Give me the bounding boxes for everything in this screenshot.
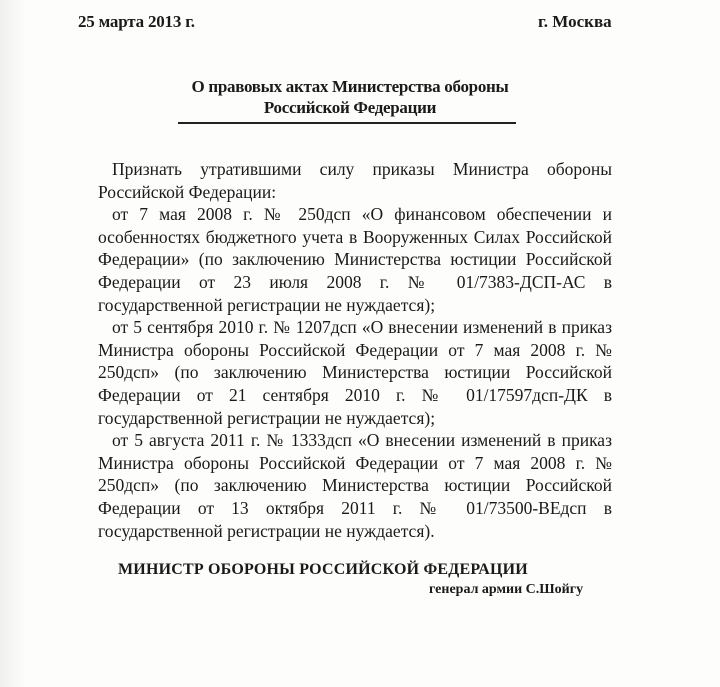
signature-position: МИНИСТР ОБОРОНЫ РОССИЙСКОЙ ФЕДЕРАЦИИ <box>118 561 528 578</box>
document-city: г. Москва <box>538 12 612 31</box>
body-intro-paragraph: Признать утратившими силу приказы Министра обороны Российской Федерации: <box>98 159 612 202</box>
body-item-paragraph: от 7 мая 2008 г. № 250дсп «О финансовом обеспечении и особенностях бюджетного учета в Вооруженных Силах Российской Федерации» (по заключению Министерства юстиции Российской Федерации от 23 июля 2008 г. № 01/7383-ДСП-АС в государственной регистрации не нуждается); <box>98 204 612 315</box>
body-item-paragraph: от 5 августа 2011 г. № 1333дсп «О внесении изменений в приказ Министра обороны Российской Федерации от 7 мая 2008 г. № 250дсп» (по заключению Министерства юстиции Российской Федерации от 13 октября 2011 г. № 01/73500-ВЕдсп в государственной регистрации не нуждается). <box>98 430 612 541</box>
title-underline <box>178 122 516 124</box>
document-body <box>98 158 612 542</box>
body-item-paragraph: от 5 сентября 2010 г. № 1207дсп «О внесении изменений в приказ Министра обороны Российской Федерации от 7 мая 2008 г. № 250дсп» (по заключению Министерства юстиции Российской Федерации от 21 сентября 2010 г. № 01/17597дсп-ДК в государственной регистрации не нуждается); <box>98 317 612 428</box>
signature-name: генерал армии С.Шойгу <box>429 582 584 597</box>
document-title-line-1: О правовых актах Министерства обороны <box>191 77 509 96</box>
document-title <box>168 76 532 118</box>
document-title-line-2: Российской Федерации <box>263 98 437 117</box>
document-date: 25 марта 2013 г. <box>78 12 195 31</box>
